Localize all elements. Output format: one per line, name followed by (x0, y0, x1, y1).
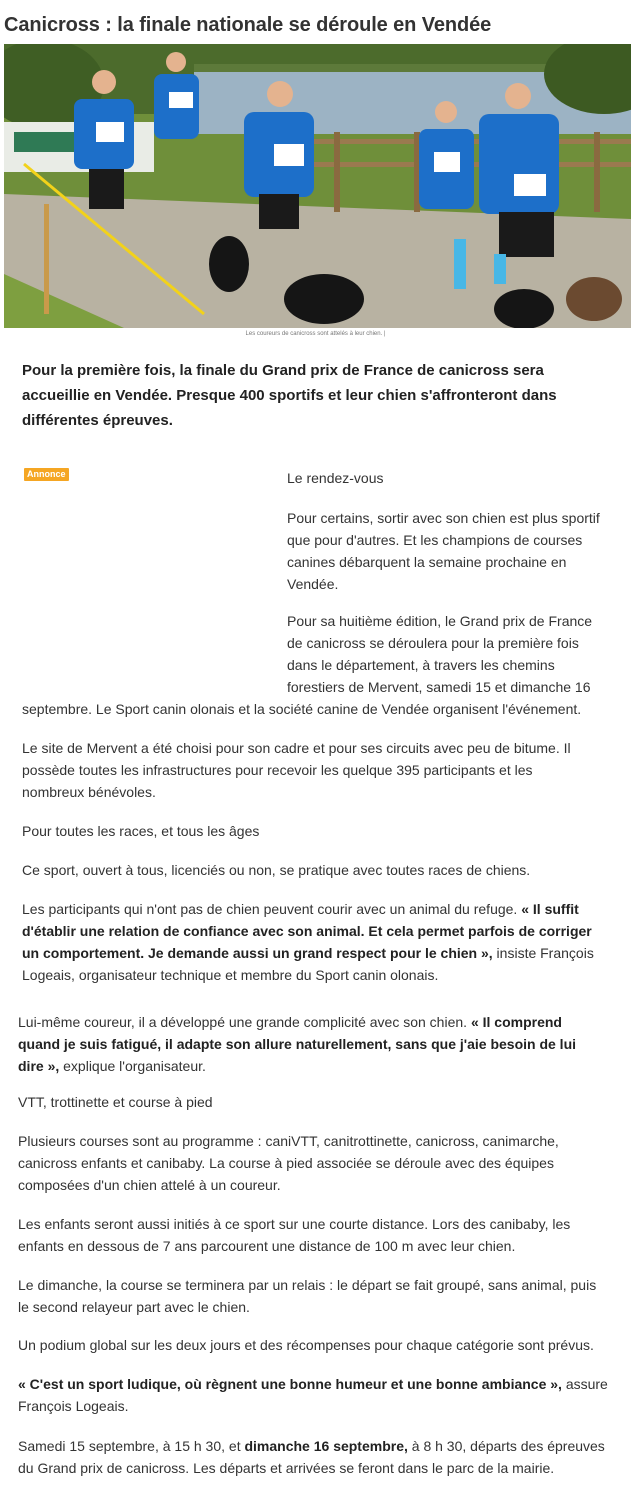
quote: « Il comprend quand je suis fatigué, il adapte son allure naturellement, sans que j'aie besoin de lui dire », (18, 1014, 577, 1074)
paragraph-text: Plusieurs courses sont au programme : caniVTT, canitrottinette, canicross, canimarche, canicross enfants et canibaby. La course à pied associée se déroule avec des équipes composées d'un chien attelé à un coureur. (18, 1133, 559, 1193)
article-lead: Pour la première fois, la finale du Grand prix de France de canicross sera accueillie en Vendée. Presque 400 sportifs et leur chien s'affronteront dans différentes épreuves. (22, 362, 557, 429)
paragraph-text (18, 1011, 603, 1077)
quote: « C'est un sport ludique, où règnent une bonne humeur et une bonne ambiance », (18, 1376, 562, 1392)
paragraph-text (18, 1435, 608, 1479)
paragraph-text (22, 898, 607, 986)
paragraph (22, 898, 607, 986)
ad-label[interactable]: Annonce (24, 468, 69, 481)
quote: « Il suffit d'établir une relation de confiance avec son animal. Et cela permet parfois de corriger un comportement. Je demande aussi un grand respect pour le chien », (22, 901, 592, 961)
paragraph (18, 1011, 603, 1077)
text-run: Samedi 15 septembre, à 15 h 30, et (18, 1438, 245, 1454)
paragraph (22, 698, 612, 720)
paragraph (22, 820, 612, 842)
subheading-rendez-vous: Le rendez-vous (287, 470, 384, 486)
paragraph (18, 1435, 608, 1479)
paragraph (287, 467, 607, 489)
paragraph (22, 737, 597, 803)
photo-caption: Les coureurs de canicross sont attelés à leur chien. | (245, 331, 386, 337)
text-run: à 8 h 30, départs des épreuves du Grand prix de canicross. Les départs et arrivées se feront dans le parc de la mairie. (18, 1438, 605, 1476)
article-photo (4, 44, 631, 328)
text-run: Lui-même coureur, il a développé une grande complicité avec son chien. (18, 1014, 471, 1030)
paragraph-text: Ce sport, ouvert à tous, licenciés ou non, se pratique avec toutes races de chiens. (22, 862, 531, 878)
paragraph-text: septembre. Le Sport canin olonais et la société canine de Vendée organisent l'événement. (22, 701, 582, 717)
paragraph (18, 1213, 593, 1257)
paragraph (18, 1130, 593, 1196)
text-run: Les participants qui n'ont pas de chien peuvent courir avec un animal du refuge. (22, 901, 522, 917)
subheading-vtt: VTT, trottinette et course à pied (18, 1094, 213, 1110)
paragraph (18, 1334, 618, 1356)
paragraph (22, 859, 612, 881)
paragraph (287, 507, 607, 595)
paragraph (18, 1274, 598, 1318)
paragraph-line: de canicross se déroulera pour la première fois (287, 635, 579, 651)
paragraph-text: Un podium global sur les deux jours et des récompenses pour chaque catégorie sont prévus. (18, 1337, 594, 1353)
paragraph-text: Le site de Mervent a été choisi pour son cadre et pour ses circuits avec peu de bitume. Il possède toutes les infrastructures pour recevoir les quelque 395 participants et les nombreux bénévoles. (22, 740, 571, 800)
paragraph-text: Pour certains, sortir avec son chien est plus sportif que pour d'autres. Et les champions de courses canines débarquent la semaine prochaine en Vendée. (287, 510, 600, 592)
paragraph-text (18, 1373, 608, 1417)
paragraph (287, 610, 607, 698)
paragraph-line: forestiers de Mervent, samedi 15 et dimanche 16 (287, 679, 591, 695)
text-run: explique l'organisateur. (59, 1058, 206, 1074)
article-title: Canicross : la finale nationale se déroule en Vendée (4, 14, 492, 36)
subheading-races: Pour toutes les races, et tous les âges (22, 823, 260, 839)
paragraph-text: Le dimanche, la course se terminera par un relais : le départ se fait groupé, sans animal, puis le second relayeur part avec le chien. (18, 1277, 597, 1315)
date-emphasis: dimanche 16 septembre, (244, 1438, 408, 1454)
paragraph-line: Pour sa huitième édition, le Grand prix de France (287, 613, 593, 629)
paragraph (18, 1091, 608, 1113)
paragraph-line: dans le département, à travers les chemins (287, 657, 555, 673)
paragraph-text: Les enfants seront aussi initiés à ce sport sur une courte distance. Lors des canibaby, les enfants en dessous de 7 ans parcourent une distance de 100 m avec leur chien. (18, 1216, 571, 1254)
paragraph (18, 1373, 608, 1417)
text-run: insiste François Logeais, organisateur technique et membre du Sport canin olonais. (22, 945, 594, 983)
text-run: assure François Logeais. (18, 1376, 608, 1414)
